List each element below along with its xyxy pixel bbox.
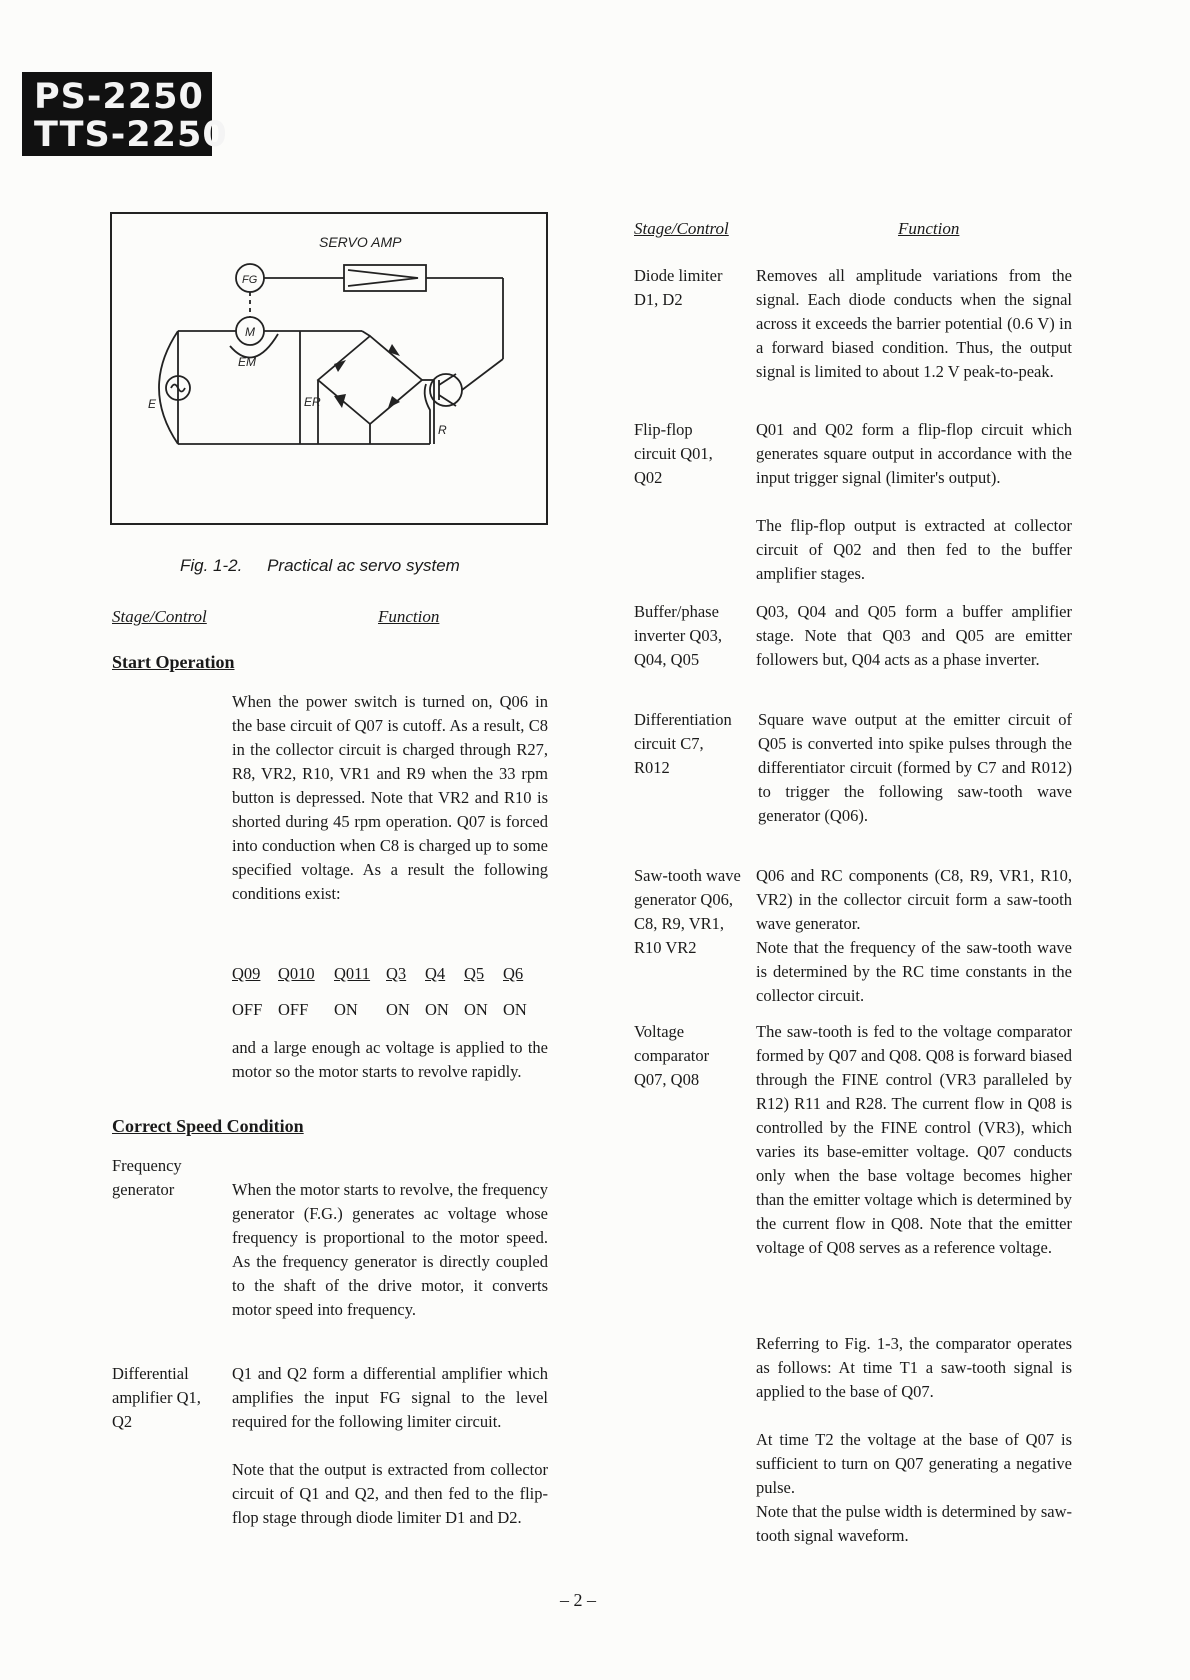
em-label: EM [238,355,256,369]
model-line-1: PS-2250 [34,77,204,117]
motor-label: M [245,325,255,339]
fg-stage-label: Frequency generator [112,1156,182,1199]
voltage-comparator-text-4: Note that the pulse width is determined by saw-tooth signal waveform. [756,1502,1072,1545]
sawtooth-label: Saw-tooth wave generator Q06, C8, R9, VR1, R10 VR2 [634,866,741,957]
e-label: E [148,397,157,411]
figure-title: Practical ac servo system [267,556,460,575]
state-6: ON [503,1000,527,1019]
buffer-label: Buffer/phase inverter Q03, Q04, Q05 [634,602,722,669]
diff-amp-function-text: Q1 and Q2 form a differential amplifier which amplifies the input FG signal to the level required for the following limiter circuit. [232,1364,548,1431]
buffer-text: Q03, Q04 and Q05 form a buffer amplifier stage. Note that Q03 and Q05 are emitter followers but, Q04 acts as a phase inverter. [756,602,1072,669]
differentiation-label: Differentiation [634,710,732,729]
fg-function-text: When the motor starts to revolve, the frequency generator (F.G.) generates ac voltage whose frequency is proportional to the motor speed. As the frequency generator is directly coupled to the shaft of the drive motor, it converts motor speed into frequency. [232,1180,548,1319]
flip-flop-text-2: The flip-flop output is extracted at collector circuit of Q02 and then fed to the buffer amplifier stages. [756,516,1072,583]
r-label: R [438,423,447,437]
diff-amp-function-text-2: Note that the output is extracted from collector circuit of Q1 and Q2, and then fed to the flip-flop stage through diode limiter D1 and D2. [232,1460,548,1527]
sawtooth-text: Q06 and RC components (C8, R9, VR1, R10, VR2) in the collector circuit form a saw-tooth wave generator. [756,866,1072,933]
diff-amp-stage-label: Differential amplifier Q1, Q2 [112,1364,201,1431]
state-3: ON [386,1000,410,1019]
voltage-comparator-text-2: Referring to Fig. 1-3, the comparator operates as follows: At time T1 a saw-tooth signal is applied to the base of Q07. [756,1334,1072,1401]
differentiation-label-2: circuit C7, R012 [634,734,704,777]
left-header-function: Function [378,607,440,626]
differentiation-text: Square wave output at the emitter circuit of Q05 is converted into spike pulses through the differentiator circuit (formed by C7 and R012) to trigger the following saw-tooth wave generator (Q06). [758,710,1072,825]
left-header-stage: Stage/Control [112,607,207,626]
voltage-comparator-text-3: At time T2 the voltage at the base of Q07 is sufficient to turn on Q07 generating a negative pulse. [756,1430,1072,1497]
transistor-1: Q010 [278,964,315,983]
right-header-function: Function [898,219,960,238]
transistor-3: Q3 [386,964,407,983]
servo-schematic [112,214,546,523]
figure-number: Fig. 1-2. [180,556,243,575]
state-1: OFF [278,1000,309,1019]
transistor-states [232,1000,542,1020]
diode-limiter-label: Diode limiter D1, D2 [634,266,723,309]
state-2: ON [334,1000,358,1019]
transistor-5: Q5 [464,964,485,983]
flip-flop-text: Q01 and Q02 form a flip-flop circuit which generates square output in accordance with the input trigger signal (limiter's output). [756,420,1072,487]
state-4: ON [425,1000,449,1019]
er-label: ER [304,395,321,409]
correct-speed-heading: Correct Speed Condition [112,1116,304,1136]
voltage-comparator-label: Voltage comparator Q07, Q08 [634,1022,710,1089]
model-line-2: TTS-2250 [34,115,228,155]
fg-label: FG [242,274,258,286]
right-header-stage: Stage/Control [634,219,729,238]
transistor-0: Q09 [232,964,261,983]
figure-caption [180,556,480,576]
transistor-4: Q4 [425,964,446,983]
start-operation-heading: Start Operation [112,652,235,672]
transistor-6: Q6 [503,964,524,983]
state-0: OFF [232,1000,263,1019]
transistor-list [232,964,542,984]
diode-limiter-text: Removes all amplitude variations from the signal. Each diode conducts when the signal across it exceeds the barrier potential (0.6 V) in a forward biased condition. Thus, the output signal is limited to about 1.2 V peak-to-peak. [756,266,1072,381]
transistor-2: Q011 [334,964,371,983]
diode-bridge [318,336,422,424]
servo-amp-label: SERVO AMP [319,234,402,250]
start-operation-text: When the power switch is turned on, Q06 in the base circuit of Q07 is cutoff. As a result, C8 in the collector circuit is charged through R27, R8, VR2, R10, VR1 and R9 when the 33 rpm button is depressed. Note that VR2 and R10 is shorted during 45 rpm operation. Q07 is forced into conduction when C8 is charged up to some specified voltage. As a result the following conditions exist: [232,692,548,903]
state-5: ON [464,1000,488,1019]
start-operation-text-2: and a large enough ac voltage is applied to the motor so the motor starts to revolve rapidly. [232,1038,548,1081]
voltage-comparator-text: The saw-tooth is fed to the voltage comparator formed by Q07 and Q08. Q08 is forward biased through the FINE control (VR3 paralleled by R12) R11 and R28. The current flow in Q08 is controlled by the FINE control (VR3), which varies its base-emitter voltage. Q07 conducts only when the base voltage becomes higher than the emitter voltage which is determined by the current flow in Q08. Note that the emitter voltage of Q08 serves as a reference voltage. [756,1022,1072,1257]
servo-diagram [110,212,548,525]
model-badge [22,72,228,156]
flip-flop-label: Flip-flop circuit Q01, Q02 [634,420,713,487]
sawtooth-text-2: Note that the frequency of the saw-tooth wave is determined by the RC time constants in the collector circuit. [756,938,1072,1005]
page-number: – 2 – [560,1590,596,1610]
